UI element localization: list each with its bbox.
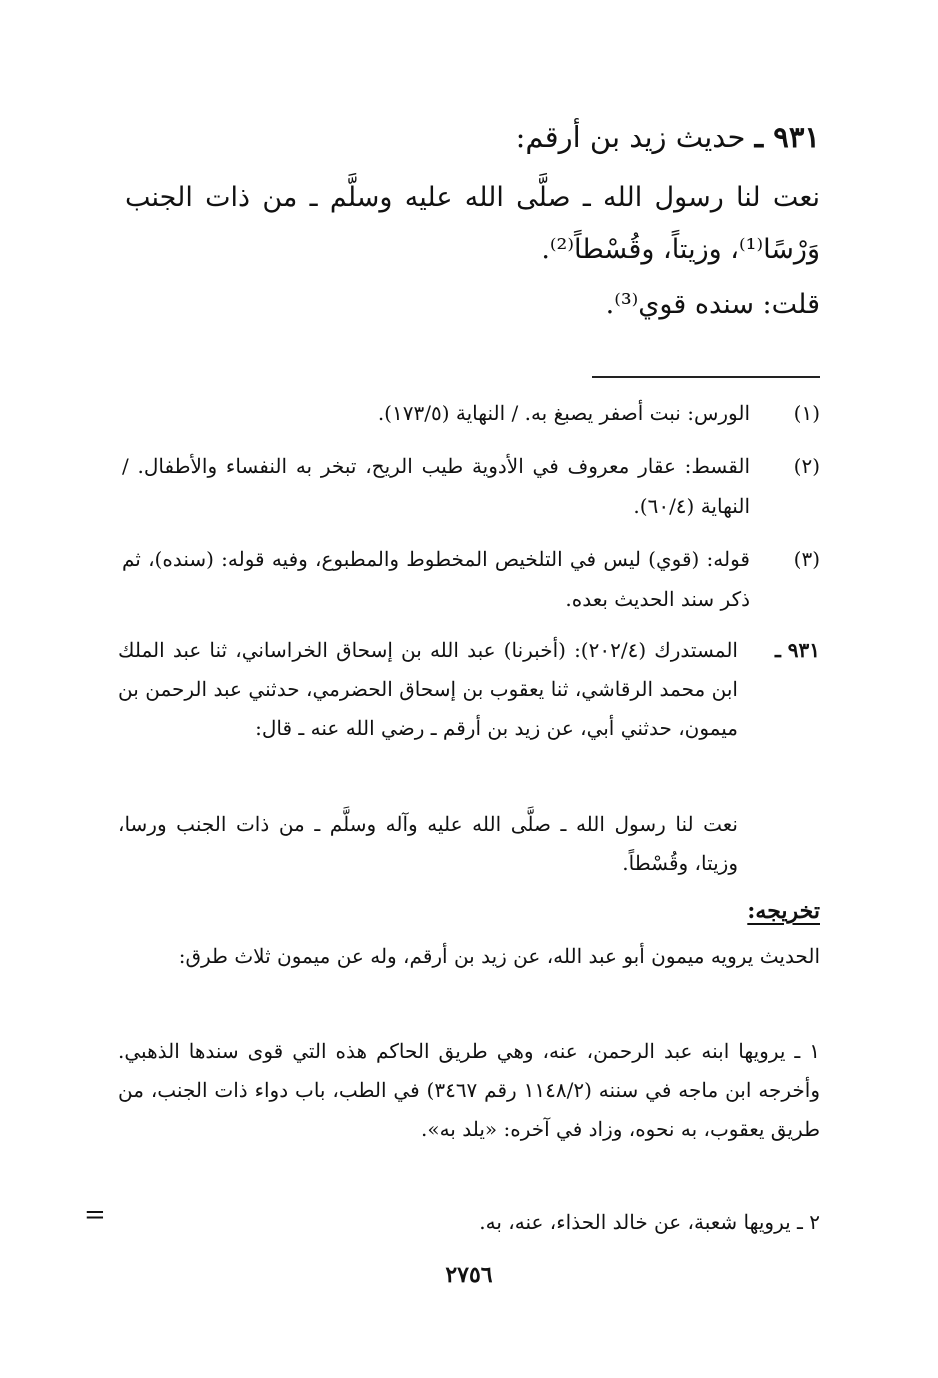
footnote-marker: (٣) [793, 547, 820, 571]
hadith-text: نعت لنا رسول الله ـ صلَّى الله عليه وسلَّم ـ من ذات الجنب وَرْسًا⁽¹⁾، وزيتاً، وقُسْطاً⁽²⁾. [125, 182, 820, 265]
footnote-text: الورس: نبت أصفر يصبغ به. / النهاية (١٧٣/٥). [377, 401, 750, 425]
takhrij-way-1-block [118, 1032, 820, 1149]
footnote-marker: (١) [793, 401, 820, 425]
takhrij-matn-block [118, 805, 820, 883]
hadith-title: حديث زيد بن أرقم: [515, 120, 746, 154]
footnote-3 [122, 539, 820, 619]
takhrij-isnad: المستدرك (٢٠٢/٤): (أخبرنا) عبد الله بن إسحاق الخراساني، ثنا عبد الملك ابن محمد الرقاشي، ثنا يعقوب بن إسحاق الحضرمي، حدثني عبد الرحمن بن ميمون، حدثني أبي، عن زيد بن أرقم ـ رضي الله عنه ـ قال: [118, 638, 738, 740]
takhrij-heading: تخريجه: [747, 898, 820, 924]
footnote-text: القسط: عقار معروف في الأدوية طيب الريح، تبخر به النفساء والأطفال. / النهاية (٦٠/٤). [122, 454, 750, 518]
takhrij-intro-block [118, 937, 820, 976]
takhrij-way-1: ١ ـ يرويها ابنه عبد الرحمن، عنه، وهي طريق الحاكم هذه التي قوى سندها الذهبي. وأخرجه ابن ماجه في سننه (١١٤٨/٢ رقم ٣٤٦٧) في الطب، باب دواء ذات الجنب، من طريق يعقوب، به نحوه، وزاد في آخره: «يلد به». [118, 1039, 821, 1141]
hadith-number: ٩٣١ ـ [754, 120, 820, 154]
footnote-text: قوله: (قوي) ليس في التلخيص المخطوط والمطبوع، وفيه قوله: (سنده)، ثم ذكر سند الحديث بعده. [122, 547, 750, 611]
author-comment: قلت: سنده قوي⁽³⁾. [605, 289, 820, 320]
footnote-2 [122, 446, 820, 526]
page-number: ٢٧٥٦ [445, 1262, 493, 1288]
footnote-marker: (٢) [793, 454, 820, 478]
takhrij-matn: نعت لنا رسول الله ـ صلَّى الله عليه وآله وسلَّم ـ من ذات الجنب ورسا، وزيتا، وقُسْطاً. [118, 812, 738, 875]
takhrij-isnad-block [118, 631, 820, 748]
footnote-1 [122, 393, 820, 433]
hadith-heading [516, 117, 820, 157]
takhrij-intro: الحديث يرويه ميمون أبو عبد الله، عن زيد بن أرقم، وله عن ميمون ثلاث طرق: [178, 944, 820, 968]
footnote-separator [592, 376, 820, 378]
takhrij-number: ٩٣١ ـ [774, 638, 820, 662]
takhrij-way-2: ٢ ـ يرويها شعبة، عن خالد الحذاء، عنه، به. [479, 1210, 820, 1234]
continuation-mark: = [84, 1200, 106, 1230]
takhrij-way-2-block [118, 1203, 820, 1242]
